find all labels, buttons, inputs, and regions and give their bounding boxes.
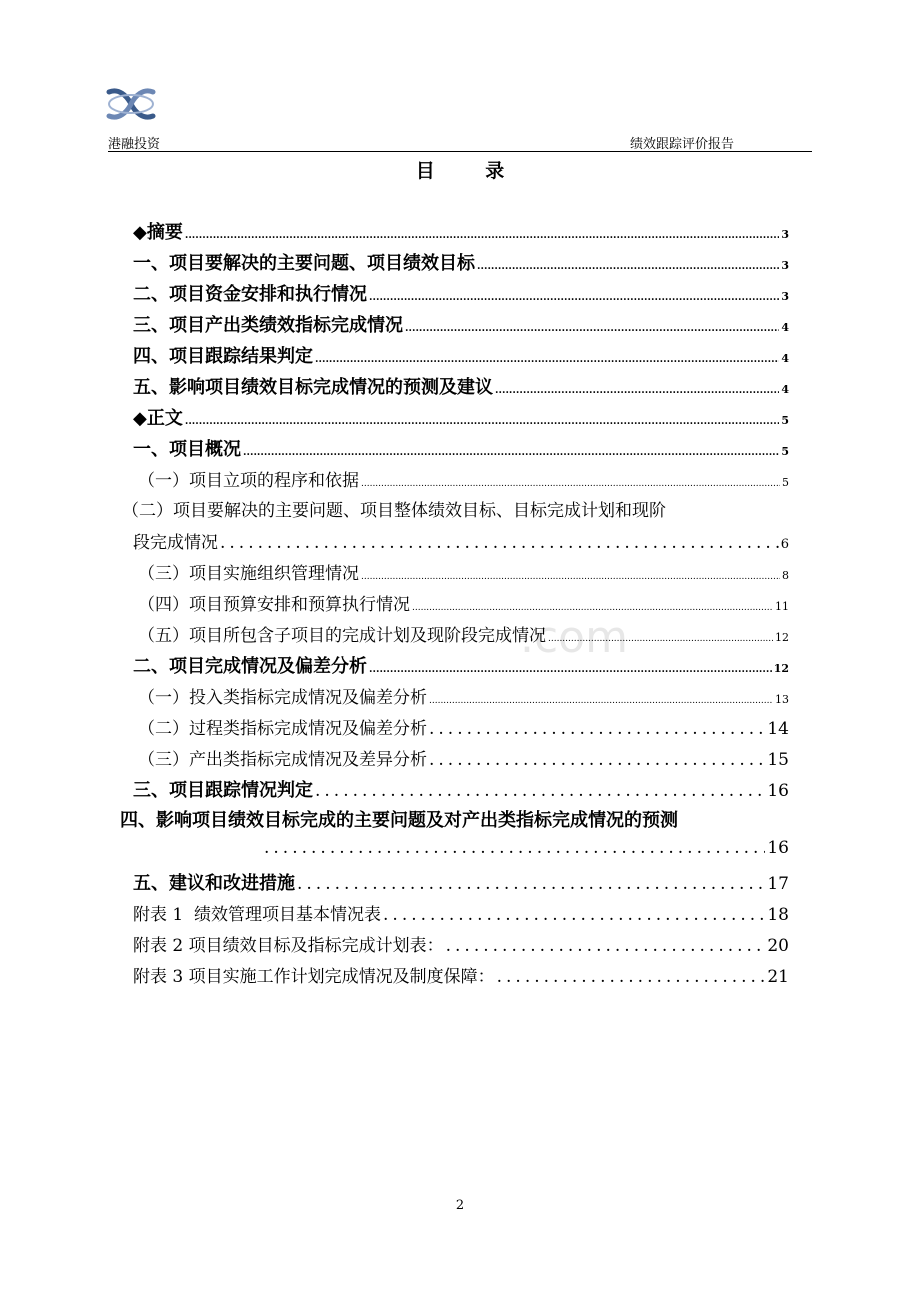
toc-entry[interactable] [138,621,789,646]
toc-leader [185,416,780,427]
toc-entry[interactable] [133,280,789,306]
toc-leader [548,634,773,644]
toc-entry-label-line1[interactable]: （二）项目要解决的主要问题、项目整体绩效目标、目标完成计划和现阶 [122,501,666,521]
toc-leader [315,781,765,801]
toc-entry-label: 五、建议和改进措施 [133,873,295,894]
toc-entry-page: 18 [767,905,789,925]
toc-entry-page: 16 [767,781,789,801]
toc-entry-page: 4 [781,383,789,396]
toc-entry-page: 15 [767,750,789,770]
page-number: 2 [455,1198,465,1213]
toc-entry-label: （五）项目所包含子项目的完成计划及现阶段完成情况 [138,626,546,646]
toc-entry-label: 一、项目要解决的主要问题、项目绩效目标 [133,253,475,274]
toc-leader [264,838,765,858]
toc-entry[interactable] [133,869,789,895]
toc-entry-page: 3 [781,228,789,241]
toc-leader [429,696,773,706]
toc-entry-label: （二）过程类指标完成情况及偏差分析 [138,719,427,739]
toc-entry[interactable] [133,311,789,337]
toc-leader [220,533,779,553]
toc-entry-page: 17 [767,874,789,894]
toc-entry[interactable] [138,466,789,491]
toc-entry-label: （四）项目预算安排和预算执行情况 [138,595,410,615]
toc-leader [297,874,765,894]
toc-entry-page: 4 [781,321,789,334]
toc-entry[interactable] [133,900,789,925]
toc-entry-label: ◆摘要 [133,222,183,243]
toc-entry-label: 四、项目跟踪结果判定 [133,346,313,367]
toc-leader [446,936,766,956]
toc-entry[interactable] [138,590,789,615]
toc-entry[interactable] [133,962,789,987]
toc-entry[interactable] [133,404,789,430]
toc-entry[interactable] [133,373,789,399]
toc-entry[interactable] [133,249,789,275]
toc-entry-label: 二、项目资金安排和执行情况 [133,284,367,305]
toc-leader [412,603,773,613]
toc-entry[interactable] [133,931,789,956]
toc-leader [495,385,779,396]
toc-entry-label: 段完成情况 [133,533,218,553]
toc-entry[interactable] [133,652,789,678]
toc-entry[interactable] [138,559,789,584]
toc-entry-page: 4 [781,352,789,365]
toc-entry-label: （三）项目实施组织管理情况 [138,564,359,584]
toc-leader [405,323,779,334]
toc-entry-label: 附表 1 绩效管理项目基本情况表 [133,905,382,925]
toc-entry-page: 3 [781,290,789,303]
toc-entry[interactable] [133,528,789,553]
toc-leader [429,750,765,770]
toc-leader [243,447,779,458]
toc-entry-page: 11 [775,600,789,613]
toc-entry-label: 附表 3 项目实施工作计划完成情况及制度保障： [133,967,495,987]
report-title: 绩效跟踪评价报告 [630,137,735,152]
toc-entry-label: 五、影响项目绩效目标完成情况的预测及建议 [133,377,493,398]
toc-leader [315,354,779,365]
toc-entry-page: 5 [782,476,789,489]
toc-entry-page: 12 [773,662,789,675]
toc-leader [361,479,780,489]
company-name: 港融投资 [108,137,161,152]
toc-entry-label: 三、项目产出类绩效指标完成情况 [133,315,403,336]
toc-leader [369,292,779,303]
toc-entry[interactable] [133,342,789,368]
toc-entry[interactable] [138,714,789,739]
toc-entry-page: 5 [781,445,789,458]
toc-entry-label: ◆正文 [133,408,183,429]
toc-entry-page: 6 [780,537,789,552]
toc-leader [369,664,772,675]
toc-entry-label: （三）产出类指标完成情况及差异分析 [138,750,427,770]
toc-entry-page: 3 [781,259,789,272]
toc-entry-page: 13 [775,693,789,706]
toc-entry-page: 5 [781,414,789,427]
toc-entry-page: 14 [767,719,789,739]
toc-entry[interactable] [262,838,789,858]
toc-entry-page: 20 [767,936,789,956]
toc-entry-label: （一）投入类指标完成情况及偏差分析 [138,688,427,708]
toc-entry[interactable] [133,435,789,461]
toc-leader [185,230,780,241]
toc-entry-label: 一、项目概况 [133,439,241,460]
toc-entry[interactable] [138,745,789,770]
toc-leader [429,719,765,739]
toc-leader [383,905,765,925]
watermark: .com [520,612,628,663]
toc-leader [497,967,766,987]
toc-leader [477,261,779,272]
toc-entry-label: （一）项目立项的程序和依据 [138,471,359,491]
toc-entry-page: 8 [782,569,789,582]
toc-entry-page: 12 [775,631,789,644]
toc-title: 目 录 [415,160,527,182]
toc-entry-page: 16 [767,838,789,858]
toc-entry-page: 21 [767,967,789,987]
toc-entry-label: 二、项目完成情况及偏差分析 [133,656,367,677]
toc-entry[interactable] [133,776,789,802]
toc-entry-label-line1[interactable]: 四、影响项目绩效目标完成的主要问题及对产出类指标完成情况的预测 [120,810,678,831]
toc-entry-label: 三、项目跟踪情况判定 [133,780,313,801]
toc-entry[interactable] [133,218,789,244]
toc-leader [361,572,780,582]
toc-entry-label: 附表 2 项目绩效目标及指标完成计划表： [133,936,444,956]
toc-entry[interactable] [138,683,789,708]
